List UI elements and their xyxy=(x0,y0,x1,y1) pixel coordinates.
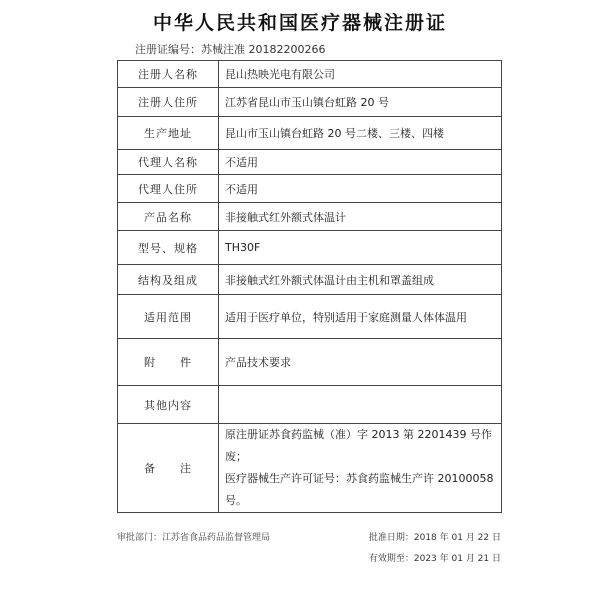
agent-address-value: 不适用 xyxy=(219,175,502,203)
remark-line: 医疗器械生产许可证号：苏食药监械生产许 20100058 xyxy=(225,472,494,485)
remark-line: 原注册证苏食药监械（准）字 2013 第 2201439 号作废； xyxy=(225,428,492,463)
table-row xyxy=(118,295,502,339)
certificate-number xyxy=(135,41,325,57)
structure-value: 非接触式红外额式体温计由主机和罩盖组成 xyxy=(219,265,502,295)
scope-of-use-value: 适用于医疗单位，特别适用于家庭测量人体体温用 xyxy=(219,295,502,339)
other-content-value xyxy=(219,386,502,424)
row-label: 代理人住所 xyxy=(118,175,219,203)
product-name-value: 非接触式红外额式体温计 xyxy=(219,203,502,231)
row-label: 注册人名称 xyxy=(118,61,219,88)
attachment-value: 产品技术要求 xyxy=(219,339,502,386)
row-label: 适用范围 xyxy=(118,295,219,339)
registrant-name-value: 昆山热映光电有限公司 xyxy=(219,61,502,88)
approving-authority: 审批部门：江苏省食品药品监督管理局 xyxy=(117,533,271,543)
table-row xyxy=(118,150,502,175)
row-label: 备 注 xyxy=(118,424,219,513)
approval-date: 批准日期：2018 年 01 月 22 日 xyxy=(368,533,501,543)
table-row xyxy=(118,88,502,117)
row-label: 注册人住所 xyxy=(118,88,219,117)
production-address-value: 昆山市玉山镇台虹路 20 号二楼、三楼、四楼 xyxy=(219,117,502,150)
remark-line: 号。 xyxy=(225,494,247,507)
table-row xyxy=(118,231,502,265)
table-row xyxy=(118,203,502,231)
row-label: 产品名称 xyxy=(118,203,219,231)
remarks-value xyxy=(219,424,502,513)
table-row xyxy=(118,61,502,88)
certificate-number-label: 注册证编号： xyxy=(135,43,201,56)
table-row xyxy=(118,424,502,513)
certificate-number-value: 苏械注准 20182200266 xyxy=(201,43,326,56)
row-label: 其他内容 xyxy=(118,386,219,424)
table-row xyxy=(118,265,502,295)
registration-table xyxy=(117,60,502,513)
table-row xyxy=(118,117,502,150)
model-spec-value: TH30F xyxy=(219,231,502,265)
row-label: 结构及组成 xyxy=(118,265,219,295)
table-row xyxy=(118,386,502,424)
agent-name-value: 不适用 xyxy=(219,150,502,175)
document-title: 中华人民共和国医疗器械注册证 xyxy=(152,12,447,34)
valid-until-date: 有效期至：2023 年 01 月 21 日 xyxy=(368,554,501,564)
table-row xyxy=(118,339,502,386)
row-label: 代理人名称 xyxy=(118,150,219,175)
row-label: 生产地址 xyxy=(118,117,219,150)
row-label: 附 件 xyxy=(118,339,219,386)
registrant-address-value: 江苏省昆山市玉山镇台虹路 20 号 xyxy=(219,88,502,117)
table-row xyxy=(118,175,502,203)
row-label: 型号、规格 xyxy=(118,231,219,265)
